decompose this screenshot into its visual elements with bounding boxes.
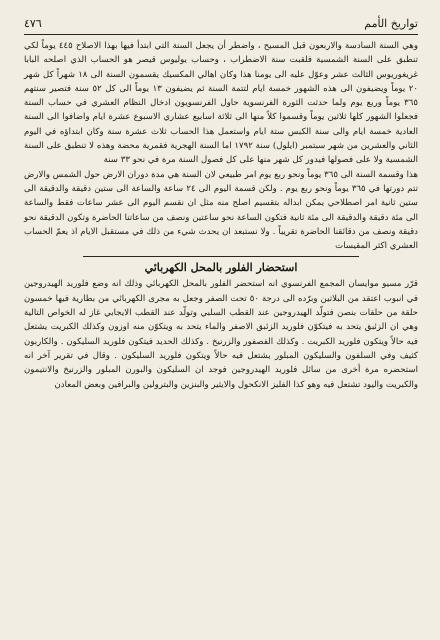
- paragraph-fluorine: قرّر مسيو موايسان المجمع الفرنسوي انه استحضر الفلور بالمحل الكهربائي وذلك انه وضع فلوريد الهيدروجين في انبوب اعتقد من البلاتين وبرّده الى درجة ٥٠ تحت الصفر وجعل به مجرى الكهربائي من بطارية فيها خمسون حلقة من حلقات بنصن فتولّد الهيدروجين عند القطب السلبي وتولّد عند القطب الايجابي غاز له الخواص التالية وهي ان الزئبق يتحد به فيتكوّن فلوريد الزئبق الاصفر والماء يتحد به ويتكوّن منه اوزون وكذلك الكبريت يشتعل فيه حالاً ويتكون فلوريد الكبريت . وكذلك الفصفور والزرنيخ . وكذلك الحديد فيتكون فلوريد السليكون . والكاربون كثيف وفي السلفون والسليكون المبلور يشتعل فيه حالاً ويتكون فلوريد السليكون . وقال في تقرير آخر انه استحضره مرة أخرى من سائل فلوريد الهيدروجين فوجد ان السليكون والبورن المبلور والزرنيخ والانتيمون والكبريت واليود تشتعل فيه وهو كذا الفليز الانكحول والايثير والبنزين والبترولين والبرافين وبعض المعادن: [24, 279, 418, 390]
- section-title: استحضار الفلور بالمحل الكهربائي: [144, 261, 298, 275]
- section-divider: [83, 256, 359, 257]
- article-body: [24, 39, 418, 253]
- page-number: ٤٧٦: [24, 16, 42, 30]
- paragraph-time-division: هذا وقسمة السنة الى ٣٦٥ يوماً ونحو ربع يوم امر طبيعي لان السنة هي مدة دوران الارض حول الشمس والارض تتم دورتها في ٣٦٥ يوماً ونحو ربع يوم . ولكن قسمة اليوم الى ٢٤ ساعة والساعة الى ستين دقيقة والدقيقة الى ستين ثانية امر اصطلاحي يمكن ابداله بتقسيم اصلح منه مثل ان نقسم اليوم الى عشر ساعات فقط والساعة الى مئة دقيقة والدقيقة الى مئة ثانية فتكون الساعة نحو ساعتين ونصف من ساعاتنا الحاضرة وتكون الدقيقة نحو دقيقة ونصف من دقائقنا الحاضرة تقريباً . ولا نستبعد ان يحدث شيء من ذلك في مستقبل الايام اذ يعمّ الحساب العشري اكثر المقيسات: [24, 169, 419, 252]
- section-body: [24, 277, 418, 391]
- page-header: [24, 14, 418, 32]
- paragraph-calendar-history: وهي السنة السادسة والاربعون قبل المسيح ، واضطر أن يجعل السنة التي ابتدأ فيها بهذا الاصلاح ٤٤٥ يوماً لكي تنطبق على السنة الشمسية فلقبت سنة الاضطراب ، وحساب يوليوس قيصر هو الحساب الذي اصلحه البابا غريغوريوس الثالث عشر وعوّل عليه الى يومنا هذا وكان اهالي المكسيك يقسمون السنة الى ١٨ شهراً كل شهر ٢٠ يوماً ويضيفون الى هذه الشهور خمسة ايام لتتمة السنة ثم يضيفون ١٣ يوماً الى كل ٥٢ سنة فتصير سنتهم ٣٦٥ يوماً وربع يوم ولما حدثت الثورة الفرنسوية حاول الفرنسويون ادخال النظام العشري في حساب السنة فجعلوا الشهور كلها ثلاثين يوماً وقسموا كلاً منها الى ثلاثة اسابيع عشاري الاسبوع عشرة ايام واضافوا الى السنة العادية خمسة ايام والى سنة الكبس ستة ايام واستعمل هذا الحساب ثلاث عشرة سنة وكان ابتداؤه في اليوم الثاني والعشرين من شهر سبتمبر (ايلول) سنة ١٧٩٢ اما السنة الهجرية فقمرية محضة وهذه لا تنطبق على السنة الشمسية ولا على فصولها فيدور كل شهر منها على كل فصول السنة مرة في نحو ٣٣ سنة: [24, 41, 418, 166]
- running-title: تواريخ الأمم: [364, 16, 418, 30]
- header-rule: [24, 34, 418, 35]
